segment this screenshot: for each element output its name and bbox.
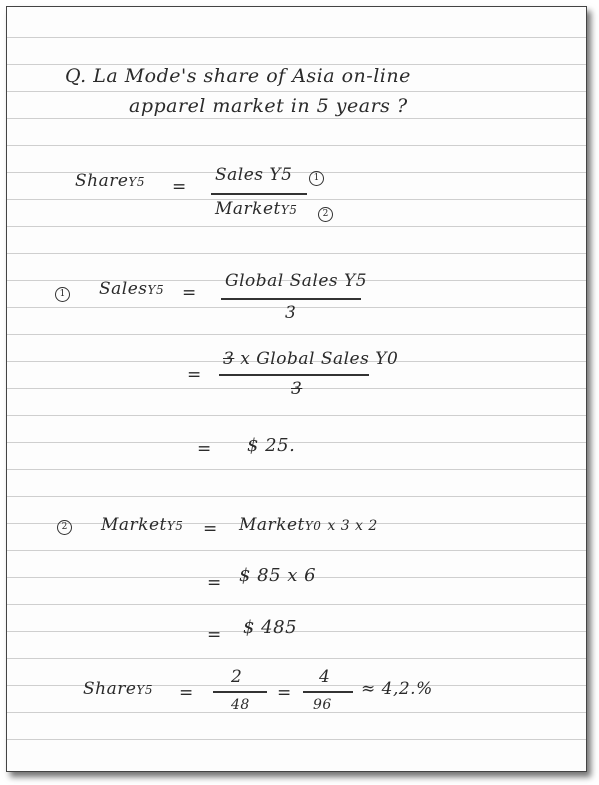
step1-numerator: Global Sales Y5 [225, 271, 368, 291]
step1-equals-3: = [197, 439, 212, 459]
eq1-lhs-subscript: Y5 [128, 175, 145, 189]
step1-numerator-2 [223, 349, 398, 369]
eq1-lhs [75, 171, 145, 191]
eq1-denominator-subscript: Y5 [280, 203, 298, 217]
eq1-denominator [215, 199, 297, 219]
question-line-1: Q. La Mode's share of Asia on-line [65, 65, 411, 87]
eq1-denominator-marker: 2 [318, 207, 333, 222]
eq1-numerator-marker: 1 [309, 171, 324, 186]
notebook-page [6, 6, 587, 772]
step1-marker: 1 [55, 287, 70, 302]
eq1-numerator: Sales Y5 [215, 165, 293, 185]
step1-result: $ 25. [247, 435, 296, 456]
step2-equals-3: = [207, 625, 222, 645]
step1-equals-2: = [187, 365, 202, 385]
step2-equals-2: = [207, 573, 222, 593]
step1-denominator-2-struck: 3 [291, 379, 303, 399]
final-equals-2: = [277, 683, 292, 703]
step2-expr-text: Market [239, 515, 305, 535]
question-line-2: apparel market in 5 years ? [129, 95, 408, 117]
final-lhs [83, 679, 153, 699]
step1-denominator: 3 [285, 303, 297, 323]
step1-fraction-bar-2 [219, 374, 369, 376]
final-denominator-1: 48 [231, 697, 250, 713]
step2-lhs-subscript: Y5 [166, 519, 184, 533]
eq1-lhs-text: Share [75, 171, 129, 191]
final-approx: ≈ 4,2.% [361, 679, 433, 699]
final-equals: = [179, 683, 194, 703]
step1-equals: = [182, 283, 197, 303]
step2-expr [239, 515, 378, 535]
step2-lhs [101, 515, 183, 535]
final-numerator-1: 2 [231, 667, 243, 687]
eq1-denominator-text: Market [215, 199, 281, 219]
step1-numerator-2-struck: 3 [223, 349, 235, 369]
step2-marker: 2 [57, 520, 72, 535]
final-fraction-bar-1 [213, 691, 267, 693]
eq1-fraction-bar [211, 193, 307, 195]
step2-line-2: $ 85 x 6 [239, 565, 317, 586]
step2-expr-rest: x 3 x 2 [327, 518, 378, 534]
final-lhs-subscript: Y5 [136, 683, 153, 697]
final-lhs-text: Share [83, 679, 137, 699]
step1-fraction-bar [221, 298, 361, 300]
final-fraction-bar-2 [303, 691, 353, 693]
step2-equals: = [203, 519, 218, 539]
step1-lhs-text: Sales [99, 279, 148, 299]
step1-numerator-2-rest: x Global Sales Y0 [240, 349, 399, 369]
step1-lhs [99, 279, 164, 299]
eq1-equals: = [172, 177, 187, 197]
final-denominator-2: 96 [313, 697, 332, 713]
final-numerator-2: 4 [319, 667, 331, 687]
step1-lhs-subscript: Y5 [147, 283, 165, 297]
step2-line-3: $ 485 [243, 617, 298, 638]
step2-lhs-text: Market [101, 515, 167, 535]
step2-expr-subscript: Y0 [304, 519, 322, 533]
